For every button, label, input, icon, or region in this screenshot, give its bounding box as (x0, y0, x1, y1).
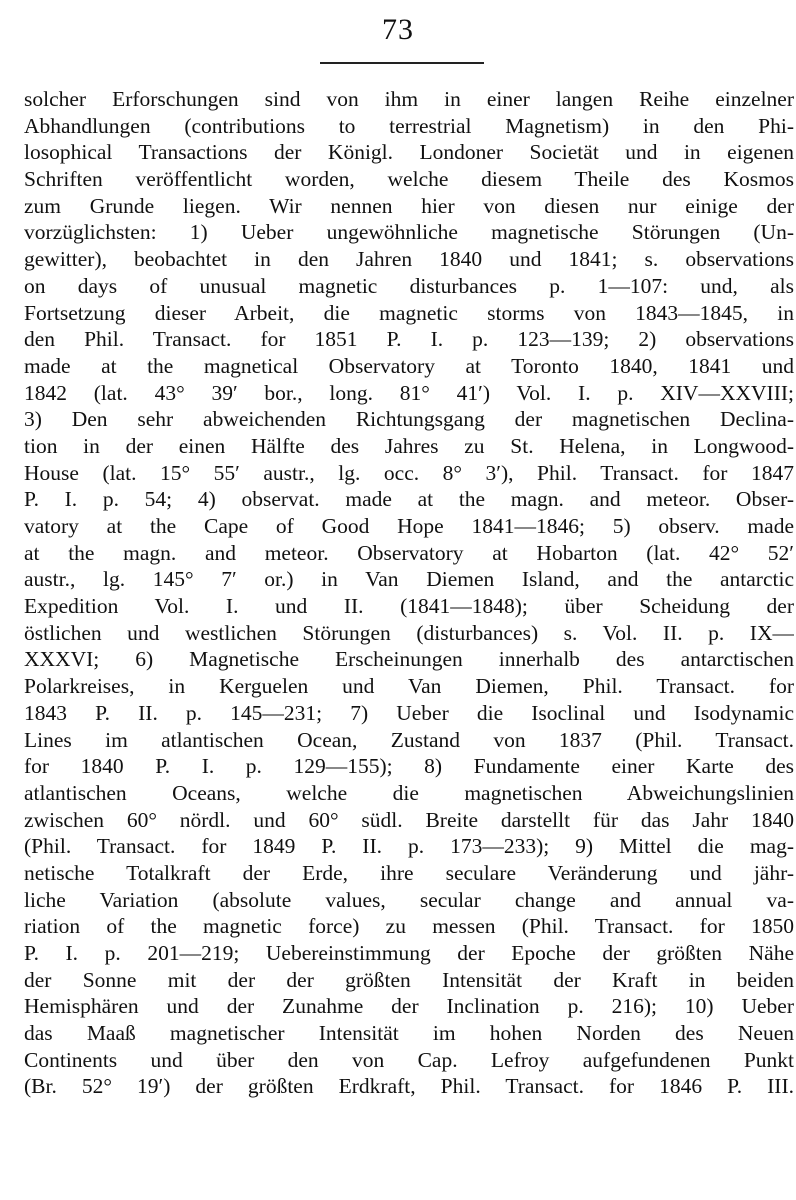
text-line: zwischen 60° nördl. und 60° südl. Breite darstellt für das Jahr 1840 (24, 807, 794, 832)
text-line: P. I. p. 54; 4) observat. made at the magn. and meteor. Obser- (24, 487, 794, 512)
text-line: liche Variation (absolute values, secular change and annual va- (24, 887, 794, 912)
text-line: gewitter), beobachtet in den Jahren 1840 und 1841; s. observations (24, 247, 794, 272)
text-line: atlantischen Oceans, welche die magnetischen Abweichungslinien (24, 780, 794, 805)
text-line: 1843 P. II. p. 145—231; 7) Ueber die Isoclinal und Isodynamic (24, 700, 794, 725)
text-line: netische Totalkraft der Erde, ihre seculare Veränderung und jähr- (24, 860, 794, 885)
text-line: Schriften veröffentlicht worden, welche diesem Theile des Kosmos (24, 167, 794, 192)
text-line: Expedition Vol. I. und II. (1841—1848); über Scheidung der (24, 594, 794, 619)
text-line: Fortsetzung dieser Arbeit, die magnetic storms von 1843—1845, in (24, 300, 794, 325)
text-line: (Br. 52° 19′) der größten Erdkraft, Phil. Transact. for 1846 P. III. (24, 1074, 794, 1099)
text-line: vatory at the Cape of Good Hope 1841—1846; 5) observ. made (24, 514, 794, 538)
text-line: on days of unusual magnetic disturbances p. 1—107: und, als (24, 273, 794, 298)
text-line: das Maaß magnetischer Intensität im hohen Norden des Neuen (24, 1021, 794, 1046)
text-line: östlichen und westlichen Störungen (disturbances) s. Vol. II. p. IX— (24, 620, 794, 645)
text-line: Polarkreises, in Kerguelen und Van Diemen, Phil. Transact. for (24, 674, 794, 699)
text-line: vorzüglichsten: 1) Ueber ungewöhnliche magnetische Störungen (Un- (24, 220, 794, 245)
text-line: zum Grunde liegen. Wir nennen hier von diesen nur einige der (24, 193, 794, 218)
page-number: 73 (382, 13, 414, 46)
text-line: for 1840 P. I. p. 129—155); 8) Fundamente einer Karte des (24, 754, 794, 779)
text-line: 1842 (lat. 43° 39′ bor., long. 81° 41′) Vol. I. p. XIV—XXVIII; (24, 380, 794, 405)
text-line: House (lat. 15° 55′ austr., lg. occ. 8° 3′), Phil. Transact. for 1847 (24, 460, 794, 485)
header-rule (320, 62, 484, 64)
text-line: Hemisphären und der Zunahme der Inclination p. 216); 10) Ueber (24, 994, 794, 1019)
text-line: Lines im atlantischen Ocean, Zustand von 1837 (Phil. Transact. (24, 727, 794, 752)
text-line: 3) Den sehr abweichenden Richtungsgang der magnetischen Declina- (24, 407, 794, 432)
text-line: austr., lg. 145° 7′ or.) in Van Diemen Island, and the antarctic (24, 567, 794, 592)
text-line: Continents und über den von Cap. Lefroy aufgefundenen Punkt (24, 1047, 794, 1072)
text-line: at the magn. and meteor. Observatory at Hobarton (lat. 42° 52′ (24, 540, 794, 565)
text-line: tion in der einen Hälfte des Jahres zu St. Helena, in Longwood- (24, 433, 794, 458)
text-line: made at the magnetical Observatory at Toronto 1840, 1841 und (24, 353, 794, 378)
text-line: P. I. p. 201—219; Uebereinstimmung der Epoche der größten Nähe (24, 941, 794, 965)
text-line: XXXVI; 6) Magnetische Erscheinungen innerhalb des antarctischen (24, 647, 794, 672)
body-text (24, 86, 794, 1100)
text-line: (Phil. Transact. for 1849 P. II. p. 173—233); 9) Mittel die mag- (24, 834, 794, 859)
text-line: riation of the magnetic force) zu messen (Phil. Transact. for 1850 (24, 914, 794, 939)
text-line: solcher Erforschungen sind von ihm in einer langen Reihe einzelner (24, 87, 794, 111)
text-line: der Sonne mit der der größten Intensität der Kraft in beiden (24, 967, 794, 992)
text-line: den Phil. Transact. for 1851 P. I. p. 123—139; 2) observations (24, 327, 794, 352)
text-line: Abhandlungen (contributions to terrestrial Magnetism) in den Phi- (24, 113, 794, 138)
text-line: losophical Transactions der Königl. Londoner Societät und in eigenen (24, 140, 794, 165)
